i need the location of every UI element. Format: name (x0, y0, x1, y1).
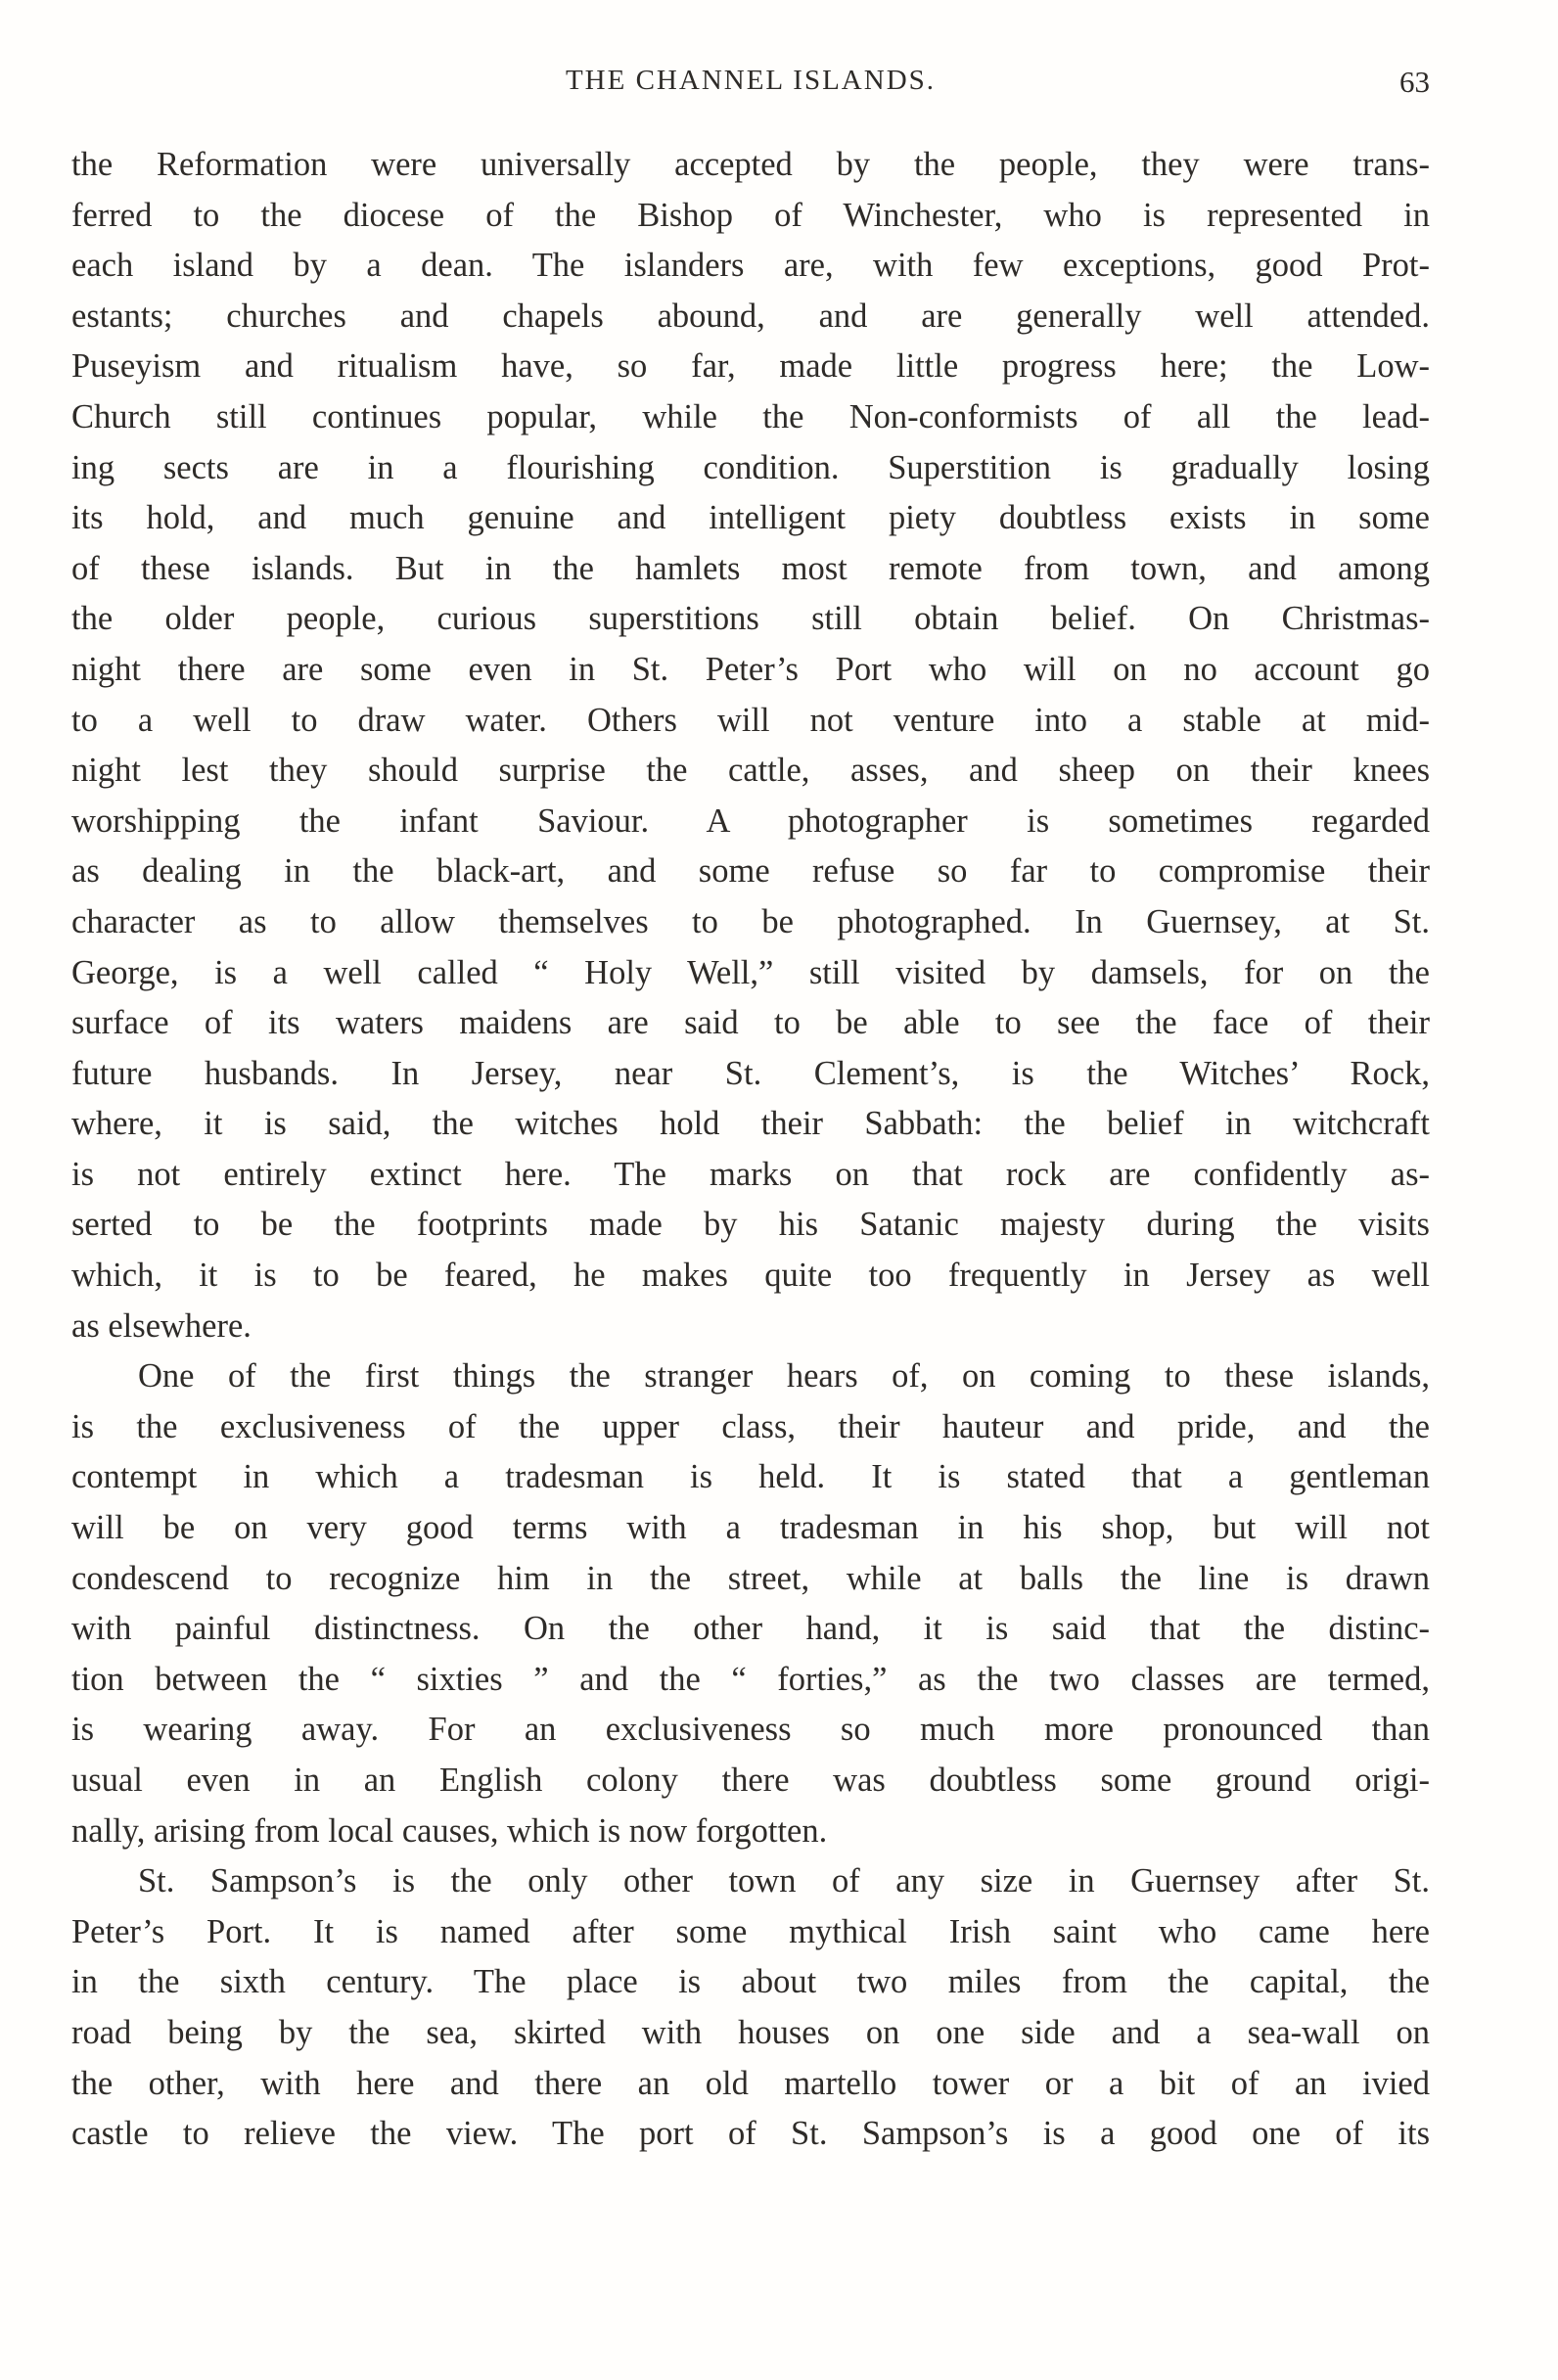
paragraph (71, 140, 1430, 1351)
page-number: 63 (1399, 65, 1430, 99)
paragraph (71, 1856, 1430, 2160)
text-line: where, it is said, the witches hold their Sabbath: the belief in witchcraft (71, 1105, 1430, 1143)
text-line: serted to be the footprints made by his Satanic majesty during the visits (71, 1206, 1430, 1244)
text-line: estants; churches and chapels abound, and are generally well attended. (71, 297, 1430, 335)
text-line: contempt in which a tradesman is held. It is stated that a gentleman (71, 1458, 1430, 1496)
text-line: as dealing in the black-art, and some refuse so far to compromise their (71, 852, 1430, 891)
text-line: Church still continues popular, while the Non-conformists of all the lead- (71, 397, 1430, 435)
text-line: worshipping the infant Saviour. A photographer is sometimes regarded (71, 801, 1430, 840)
text-line: is wearing away. For an exclusiveness so much more pronounced than (71, 1711, 1430, 1749)
text-line: the other, with here and there an old martello tower or a bit of an ivied (71, 2064, 1430, 2102)
text-line: is the exclusiveness of the upper class, their hauteur and pride, and the (71, 1407, 1430, 1445)
text-line: Puseyism and ritualism have, so far, made little progress here; the Low- (71, 347, 1430, 386)
text-line: usual even in an English colony there was doubtless some ground origi- (71, 1762, 1430, 1799)
text-line: One of the first things the stranger hears of, on coming to these islands, (138, 1357, 1430, 1396)
text-line: the older people, curious superstitions still obtain belief. On Christmas- (71, 600, 1430, 638)
text-line: the Reformation were universally accepted by the people, they were trans- (71, 146, 1430, 183)
text-line: is not entirely extinct here. The marks on that rock are confidently as- (71, 1155, 1430, 1193)
body-text (71, 140, 1430, 2160)
text-line: Peter’s Port. It is named after some mythical Irish saint who came here (71, 1912, 1430, 1950)
text-line: will be on very good terms with a tradesman in his shop, but will not (71, 1509, 1430, 1547)
paragraph (71, 1351, 1430, 1856)
text-line: ing sects are in a flourishing condition. Superstition is gradually losing (71, 448, 1430, 486)
text-line: ferred to the diocese of the Bishop of Winchester, who is represented in (71, 196, 1430, 234)
text-line: of these islands. But in the hamlets most remote from town, and among (71, 549, 1430, 587)
text-line: condescend to recognize him in the street, while at balls the line is drawn (71, 1559, 1430, 1597)
text-line: night lest they should surprise the cattle, asses, and sheep on their knees (71, 752, 1430, 790)
text-line: nally, arising from local causes, which is now forgotten. (71, 1811, 828, 1850)
text-line: which, it is to be feared, he makes quite too frequently in Jersey as well (71, 1257, 1430, 1295)
text-line: castle to relieve the view. The port of St. Sampson’s is a good one of its (71, 2115, 1430, 2153)
text-line: night there are some even in St. Peter’s Port who will on no account go (71, 650, 1430, 688)
text-line: its hold, and much genuine and intelligent piety doubtless exists in some (71, 499, 1430, 537)
running-head (71, 65, 1430, 108)
text-line: George, is a well called “ Holy Well,” still visited by damsels, for on the (71, 953, 1430, 991)
text-line: to a well to draw water. Others will not venture into a stable at mid- (71, 701, 1430, 739)
text-line: surface of its waters maidens are said to be able to see the face of their (71, 1004, 1430, 1042)
text-line: each island by a dean. The islanders are, with few exceptions, good Prot- (71, 247, 1430, 285)
text-line: future husbands. In Jersey, near St. Clement’s, is the Witches’ Rock, (71, 1054, 1430, 1092)
text-line: in the sixth century. The place is about two miles from the capital, the (71, 1963, 1430, 2001)
text-line: St. Sampson’s is the only other town of any size in Guernsey after St. (138, 1862, 1430, 1900)
running-title: THE CHANNEL ISLANDS. (565, 65, 937, 96)
text-line: with painful distinctness. On the other hand, it is said that the distinc- (71, 1610, 1430, 1648)
text-line: road being by the sea, skirted with houses on one side and a sea-wall on (71, 2013, 1430, 2051)
text-line: character as to allow themselves to be photographed. In Guernsey, at St. (71, 902, 1430, 940)
text-line: tion between the “ sixties ” and the “ forties,” as the two classes are termed, (71, 1660, 1430, 1698)
text-line: as elsewhere. (71, 1306, 252, 1345)
